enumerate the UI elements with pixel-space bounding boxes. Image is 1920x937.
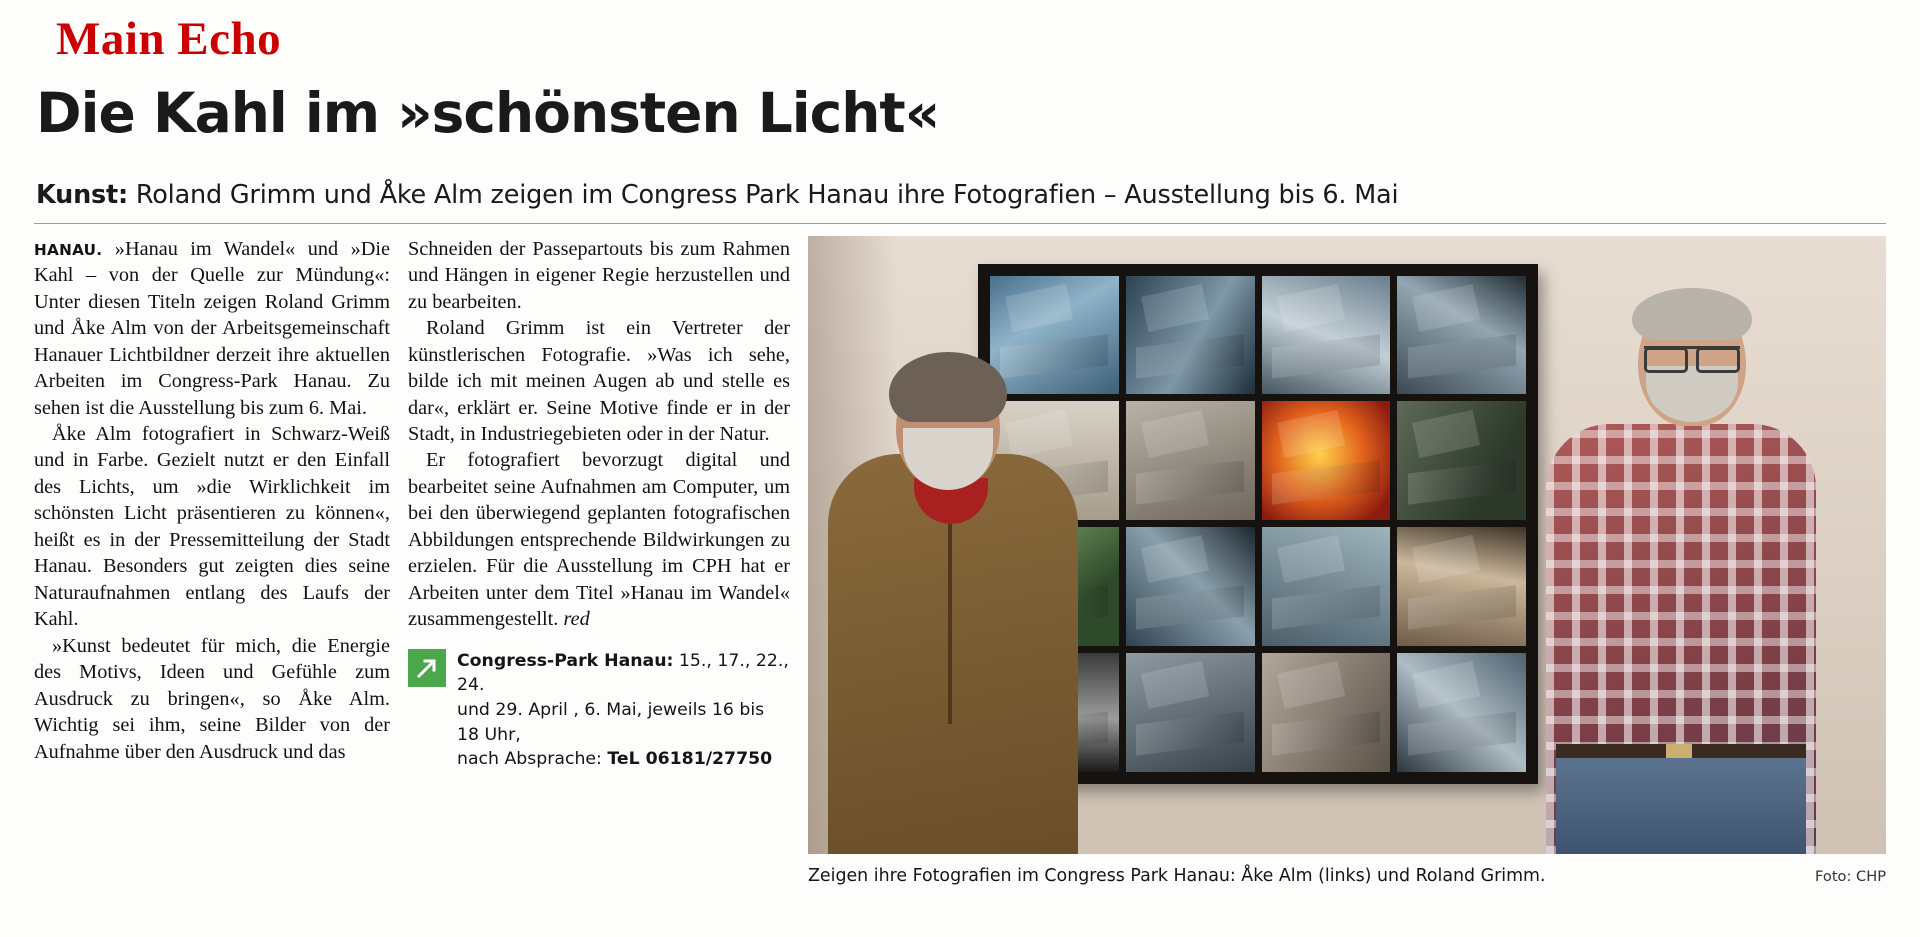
- collage-tile: [1126, 653, 1255, 772]
- collage-tile: [1262, 527, 1391, 646]
- photo-caption: [808, 866, 1886, 886]
- article-photo: [808, 236, 1886, 854]
- info-box-title: Congress-Park Hanau:: [457, 650, 674, 671]
- photo-wrapper: [808, 236, 1886, 886]
- collage-tile: [1397, 401, 1526, 520]
- person-jeans: [1556, 758, 1806, 854]
- dateline: HANAU.: [34, 240, 103, 259]
- page-title: Die Kahl im »schönsten Licht«: [36, 81, 940, 145]
- photo-credit: Foto: CHP: [1815, 867, 1886, 885]
- article-column-1: [34, 236, 408, 766]
- info-box-phone: TeL 06181/27750: [607, 749, 773, 770]
- info-box-line3-prefix: nach Absprache:: [457, 749, 608, 770]
- info-box-text: [457, 649, 790, 772]
- article-columns: [34, 236, 1886, 886]
- collage-tile: [1262, 401, 1391, 520]
- paragraph-text: Er fotografiert bevorzugt digital und bearbeitet seine Aufnahmen am Computer, um bei den überwiegend geplanten fotografischen Abbildungen entsprechende Bildwirkungen zu erzielen. Für die Ausstellung im CPH hat er Arbeiten unter dem Titel »Hanau im Wandel« zusammengestellt.: [408, 449, 790, 631]
- arrow-up-right-icon: [408, 649, 446, 687]
- collage-tile: [1262, 653, 1391, 772]
- article-signature: red: [563, 608, 590, 631]
- info-box-line2: und 29. April , 6. Mai, jeweils 16 bis 18 Uhr,: [457, 699, 765, 745]
- collage-tile: [1126, 276, 1255, 395]
- person-roland-grimm: [1546, 254, 1816, 854]
- article-photo-column: [808, 236, 1886, 886]
- paragraph: Roland Grimm ist ein Vertreter der künstlerischen Fotografie. »Was ich sehe, bilde ich mit meinen Augen ab und stelle es dar«, erklärt er. Seine Motive finde er in der Stadt, in Industriegebieten oder in der Natur.: [408, 317, 790, 445]
- article-column-2-text: [408, 236, 790, 633]
- paragraph: Åke Alm fotografiert in Schwarz-Weiß und in Farbe. Gezielt nutzt er den Einfall des Lichts, um »die Wirklichkeit im schönsten Licht präsentieren zu können«, heißt es in der Pressemitteilung der Stadt Hanau. Besonders gut zeigten dies seine Naturaufnahmen entlang des Laufs der Kahl.: [34, 422, 390, 631]
- collage-tile: [1397, 527, 1526, 646]
- person-ake-alm: [828, 294, 1078, 854]
- subheadline: [34, 180, 1886, 210]
- paragraph: »Kunst bedeutet für mich, die Energie des Motivs, Ideen und Gefühle zum Ausdruck zu bringen«, so Åke Alm. Wichtig sei ihm, seine Bilder von der Aufnahme über den Ausdruck und das: [34, 634, 390, 763]
- person-zipper: [948, 524, 952, 724]
- collage-tile: [1397, 653, 1526, 772]
- info-box-line1: 15., 17., 22., 24.: [457, 650, 789, 696]
- subheadline-kicker: Kunst:: [36, 179, 128, 210]
- article-column-2: [408, 236, 808, 772]
- person-hair: [1632, 288, 1752, 340]
- collage-tile: [1126, 527, 1255, 646]
- subheadline-text: Roland Grimm und Åke Alm zeigen im Congress Park Hanau ihre Fotografien – Ausstellung bis 6. Mai: [128, 179, 1399, 210]
- paragraph-text: »Hanau im Wandel« und »Die Kahl – von der Quelle zur Mündung«: Unter diesen Titeln zeigen Roland Grimm und Åke Alm von der Arbeitsgemeinschaft Hanauer Lichtbildner derzeit ihre aktuellen Arbeiten im Congress-Park Hanau. Zu sehen ist die Ausstellung bis zum 6. Mai.: [34, 237, 390, 419]
- info-box: [408, 649, 790, 772]
- paragraph: Schneiden der Passepartouts bis zum Rahmen und Hängen in eigener Regie herzustellen und zu bearbeiten.: [408, 237, 790, 313]
- paragraph: [408, 447, 790, 632]
- masthead-title: Main Echo: [56, 13, 282, 65]
- collage-tile: [1397, 276, 1526, 395]
- glasses-icon: [1644, 346, 1740, 369]
- paragraph: [34, 236, 390, 421]
- person-hair: [889, 352, 1007, 422]
- photo-caption-text: Zeigen ihre Fotografien im Congress Park Hanau: Åke Alm (links) und Roland Grimm.: [808, 865, 1546, 886]
- horizontal-divider: [34, 223, 1886, 224]
- collage-tile: [1262, 276, 1391, 395]
- collage-tile: [1126, 401, 1255, 520]
